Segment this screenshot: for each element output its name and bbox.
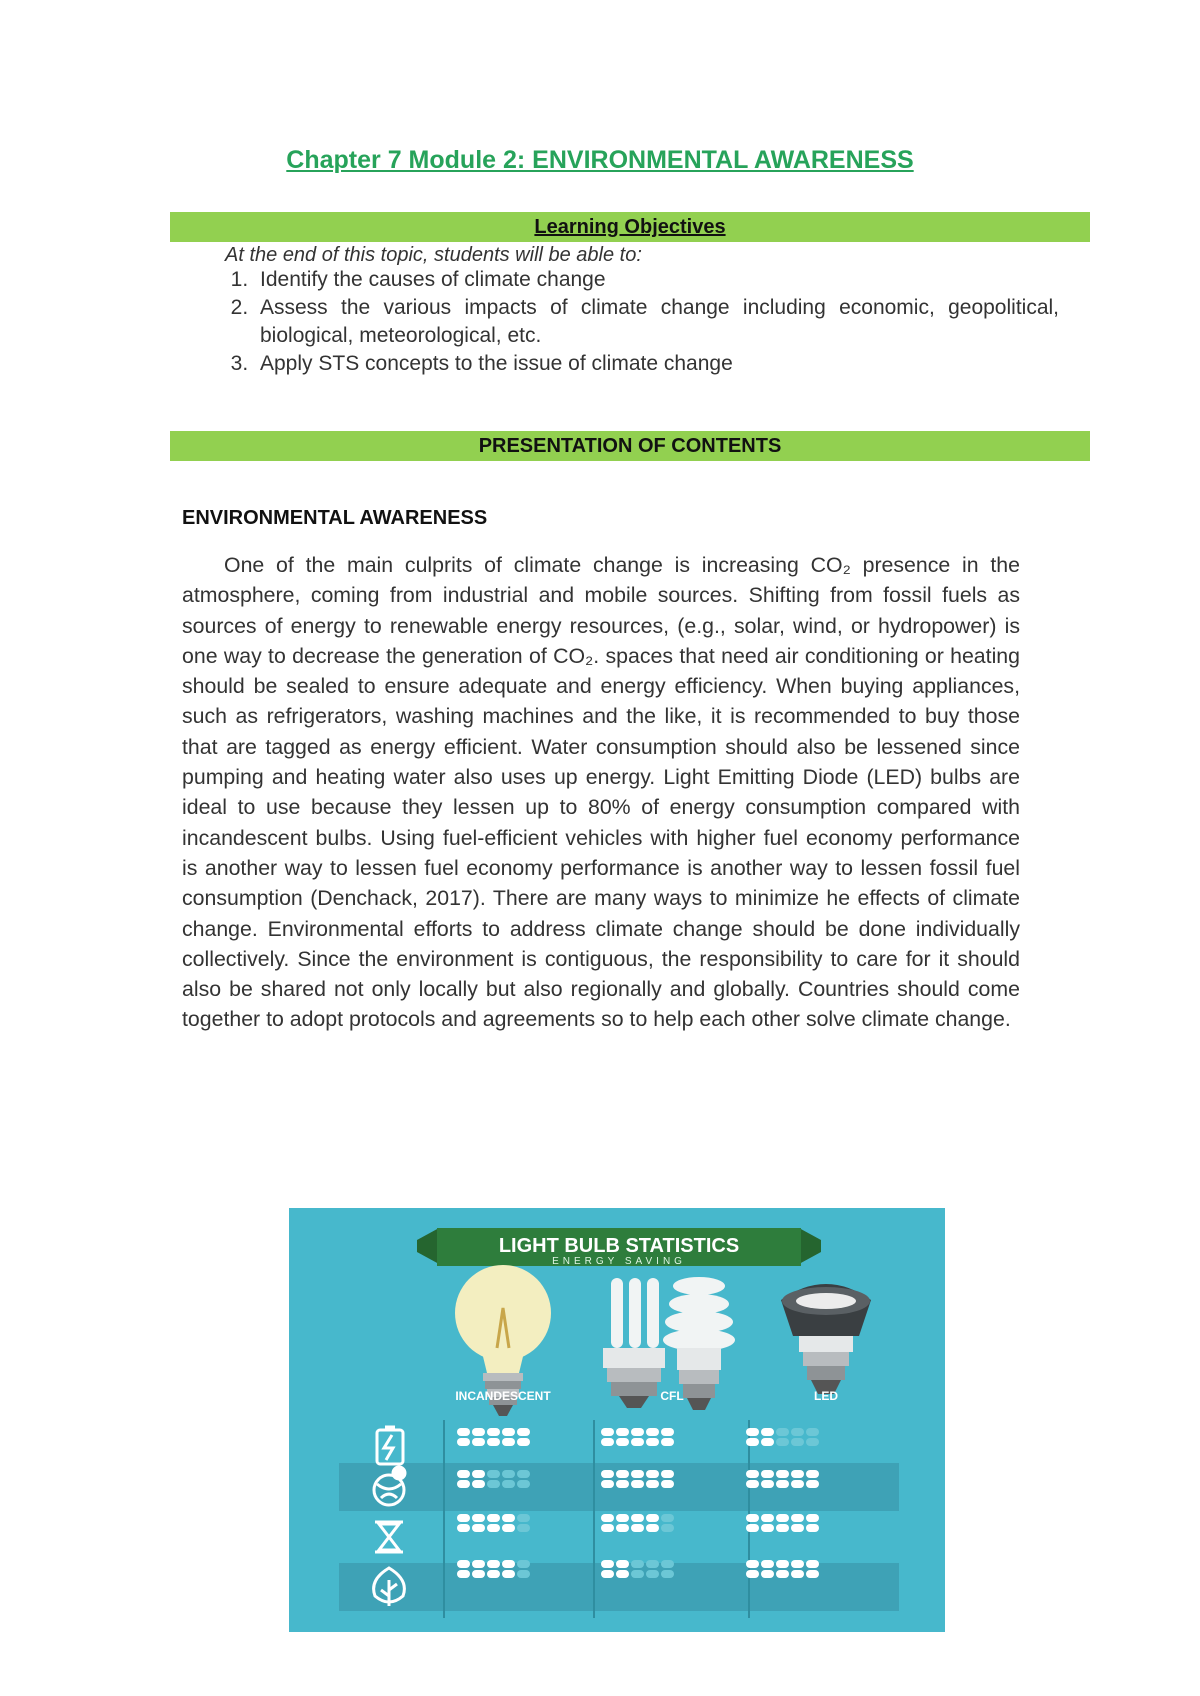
rating-pill-cfl-row3 — [661, 1524, 674, 1532]
rating-pill-cfl-row2 — [631, 1470, 644, 1478]
rating-pill-led-row2 — [746, 1480, 759, 1488]
rating-pill-incandescent-row2 — [487, 1480, 500, 1488]
rating-pill-led-row3 — [806, 1524, 819, 1532]
rating-pill-incandescent-row2 — [502, 1480, 515, 1488]
rating-pill-cfl-row1 — [616, 1438, 629, 1446]
rating-pill-incandescent-row3 — [487, 1524, 500, 1532]
presentation-bar — [170, 431, 1090, 461]
rating-pill-incandescent-row3 — [517, 1514, 530, 1522]
rating-pill-incandescent-row1 — [472, 1428, 485, 1436]
rating-pill-cfl-row3 — [601, 1514, 614, 1522]
rating-pill-incandescent-row4 — [502, 1570, 515, 1578]
rating-pill-incandescent-row1 — [457, 1438, 470, 1446]
rating-pill-cfl-row1 — [616, 1428, 629, 1436]
rating-pill-led-row2 — [761, 1480, 774, 1488]
rating-pill-led-row1 — [806, 1428, 819, 1436]
rating-pill-led-row4 — [776, 1570, 789, 1578]
rating-pill-incandescent-row4 — [472, 1570, 485, 1578]
rating-pill-led-row3 — [746, 1524, 759, 1532]
column-label-incandescent: INCANDESCENT — [455, 1389, 551, 1403]
rating-pill-led-row2 — [746, 1470, 759, 1478]
rating-pill-incandescent-row1 — [457, 1428, 470, 1436]
rating-pill-incandescent-row1 — [487, 1438, 500, 1446]
rating-pill-led-row4 — [806, 1570, 819, 1578]
rating-pill-cfl-row4 — [601, 1560, 614, 1568]
infographic-title: LIGHT BULB STATISTICS — [498, 1235, 740, 1257]
rating-pill-cfl-row3 — [616, 1524, 629, 1532]
presentation-heading: PRESENTATION OF CONTENTS — [478, 435, 782, 457]
rating-pill-led-row1 — [746, 1438, 759, 1446]
body-paragraph: One of the main culprits of climate change is increasing CO₂ presence in the atmosphere, coming from industrial and mobile sources. Shifting from fossil fuels as sources of energy to renewable energy resources, (e.g., solar, wind, or hydropower) is one way to decrease the generation of CO₂. spaces that need air conditioning or heating should be sealed to ensure adequate and energy efficiency. When buying appliances, such as refrigerators, washing machines and the like, it is recommended to buy those that are tagged as energy efficient. Water consumption should also be lessened since pumping and heating water also uses up energy. Light Emitting Diode (LED) bulbs are ideal to use because they lessen up to 80% of energy consumption compared with incandescent bulbs. Using fuel-efficient vehicles with higher fuel economy performance is another way to lessen fuel economy performance is another way to lessen fossil fuel consumption (Denchack, 2017). There are many ways to minimize he effects of climate change. Environmental efforts to address climate change should be done individually collectively. Since the environment is contiguous, the responsibility to care for it should also be shared not only locally but also regionally and globally. Countries should come together to adopt protocols and agreements so to help each other solve climate change. — [182, 553, 1020, 1032]
rating-pill-incandescent-row2 — [487, 1470, 500, 1478]
rating-pill-led-row2 — [791, 1470, 804, 1478]
rating-pill-cfl-row3 — [601, 1524, 614, 1532]
rating-pill-incandescent-row2 — [502, 1470, 515, 1478]
infographic-subtitle: ENERGY SAVING — [552, 1256, 686, 1267]
rating-pill-led-row4 — [791, 1570, 804, 1578]
rating-pill-led-row1 — [761, 1438, 774, 1446]
objective-item: 3. Apply STS concepts to the issue of climate change — [254, 350, 1059, 378]
rating-pill-cfl-row2 — [601, 1480, 614, 1488]
rating-pill-cfl-row1 — [661, 1428, 674, 1436]
rating-pill-cfl-row4 — [661, 1570, 674, 1578]
rating-pill-led-row2 — [776, 1480, 789, 1488]
rating-pill-led-row1 — [776, 1428, 789, 1436]
rating-pill-cfl-row3 — [631, 1514, 644, 1522]
rating-pill-led-row3 — [791, 1524, 804, 1532]
rating-pill-led-row3 — [746, 1514, 759, 1522]
rating-pill-cfl-row3 — [646, 1514, 659, 1522]
rating-pill-incandescent-row3 — [502, 1514, 515, 1522]
rating-pill-led-row2 — [806, 1470, 819, 1478]
rating-pill-led-row3 — [776, 1524, 789, 1532]
rating-pill-incandescent-row3 — [502, 1524, 515, 1532]
rating-pill-led-row3 — [806, 1514, 819, 1522]
rating-pill-cfl-row2 — [631, 1480, 644, 1488]
page-title: Chapter 7 Module 2: ENVIRONMENTAL AWARENESS — [286, 146, 914, 174]
rating-pill-incandescent-row2 — [517, 1480, 530, 1488]
rating-pill-cfl-row3 — [631, 1524, 644, 1532]
rating-pill-incandescent-row4 — [457, 1570, 470, 1578]
rating-pill-led-row1 — [776, 1438, 789, 1446]
column-label-led: LED — [814, 1389, 838, 1403]
rating-pill-led-row4 — [746, 1560, 759, 1568]
rating-pill-cfl-row1 — [646, 1438, 659, 1446]
rating-pill-led-row1 — [761, 1428, 774, 1436]
rating-pill-incandescent-row2 — [457, 1480, 470, 1488]
rating-pill-incandescent-row1 — [502, 1438, 515, 1446]
rating-pill-led-row1 — [791, 1428, 804, 1436]
rating-pill-cfl-row4 — [631, 1570, 644, 1578]
rating-pill-cfl-row4 — [601, 1570, 614, 1578]
rating-pill-cfl-row2 — [616, 1480, 629, 1488]
rating-pill-incandescent-row3 — [457, 1514, 470, 1522]
column-label-cfl: CFL — [660, 1389, 684, 1403]
rating-pill-incandescent-row1 — [517, 1428, 530, 1436]
rating-pill-led-row2 — [776, 1470, 789, 1478]
rating-pill-led-row2 — [791, 1480, 804, 1488]
rating-pill-led-row4 — [776, 1560, 789, 1568]
rating-pill-cfl-row4 — [631, 1560, 644, 1568]
rating-pill-incandescent-row3 — [472, 1524, 485, 1532]
rating-pill-led-row4 — [806, 1560, 819, 1568]
rating-pill-incandescent-row4 — [502, 1560, 515, 1568]
rating-pill-led-row3 — [761, 1524, 774, 1532]
rating-pill-cfl-row1 — [631, 1438, 644, 1446]
rating-pill-cfl-row1 — [601, 1428, 614, 1436]
rating-pill-led-row3 — [791, 1514, 804, 1522]
rating-pill-cfl-row2 — [646, 1480, 659, 1488]
rating-pill-cfl-row3 — [646, 1524, 659, 1532]
rating-pill-incandescent-row2 — [472, 1470, 485, 1478]
rating-pill-cfl-row3 — [616, 1514, 629, 1522]
rating-pill-incandescent-row1 — [502, 1428, 515, 1436]
objective-item: 2. Assess the various impacts of climate change including economic, geopolitical, biological, meteorological, etc. — [254, 294, 1059, 350]
rating-pill-incandescent-row4 — [457, 1560, 470, 1568]
rating-pill-cfl-row2 — [661, 1470, 674, 1478]
rating-pill-cfl-row3 — [661, 1514, 674, 1522]
rating-pill-led-row4 — [791, 1560, 804, 1568]
rating-pill-led-row4 — [761, 1570, 774, 1578]
rating-pill-cfl-row4 — [646, 1560, 659, 1568]
rating-pill-cfl-row1 — [601, 1438, 614, 1446]
rating-pill-incandescent-row1 — [472, 1438, 485, 1446]
learning-objectives-bar — [170, 212, 1090, 242]
rating-pill-incandescent-row3 — [457, 1524, 470, 1532]
objectives-list — [220, 266, 1059, 378]
objective-item: 1. Identify the causes of climate change — [254, 266, 1059, 294]
rating-pill-incandescent-row2 — [517, 1470, 530, 1478]
rating-pill-incandescent-row1 — [487, 1428, 500, 1436]
rating-pill-incandescent-row1 — [517, 1438, 530, 1446]
rating-pill-incandescent-row4 — [487, 1560, 500, 1568]
rating-pill-cfl-row4 — [661, 1560, 674, 1568]
rating-pill-incandescent-row4 — [517, 1560, 530, 1568]
rating-pill-led-row2 — [761, 1470, 774, 1478]
learning-objectives-heading: Learning Objectives — [534, 216, 726, 238]
rating-pill-cfl-row1 — [661, 1438, 674, 1446]
rating-pill-cfl-row1 — [646, 1428, 659, 1436]
rating-pill-led-row2 — [806, 1480, 819, 1488]
rating-pill-led-row4 — [761, 1560, 774, 1568]
rating-pill-incandescent-row4 — [472, 1560, 485, 1568]
rating-pill-led-row4 — [746, 1570, 759, 1578]
rating-pill-led-row3 — [761, 1514, 774, 1522]
objectives-intro: At the end of this topic, students will be able to: — [225, 244, 642, 266]
rating-pill-cfl-row2 — [601, 1470, 614, 1478]
section-title: ENVIRONMENTAL AWARENESS — [182, 507, 488, 529]
rating-pill-cfl-row1 — [631, 1428, 644, 1436]
rating-pill-incandescent-row2 — [472, 1480, 485, 1488]
rating-pill-incandescent-row4 — [487, 1570, 500, 1578]
rating-pill-incandescent-row4 — [517, 1570, 530, 1578]
rating-pill-incandescent-row3 — [517, 1524, 530, 1532]
rating-pill-cfl-row2 — [661, 1480, 674, 1488]
rating-pill-cfl-row2 — [616, 1470, 629, 1478]
rating-pill-incandescent-row3 — [472, 1514, 485, 1522]
rating-pill-cfl-row2 — [646, 1470, 659, 1478]
rating-pill-incandescent-row3 — [487, 1514, 500, 1522]
rating-pill-led-row1 — [806, 1438, 819, 1446]
rating-pill-led-row1 — [746, 1428, 759, 1436]
rating-pill-cfl-row4 — [646, 1570, 659, 1578]
rating-pill-led-row1 — [791, 1438, 804, 1446]
light-bulb-infographic — [289, 1208, 945, 1632]
rating-pill-led-row3 — [776, 1514, 789, 1522]
rating-pill-incandescent-row2 — [457, 1470, 470, 1478]
rating-pill-cfl-row4 — [616, 1570, 629, 1578]
rating-pill-cfl-row4 — [616, 1560, 629, 1568]
